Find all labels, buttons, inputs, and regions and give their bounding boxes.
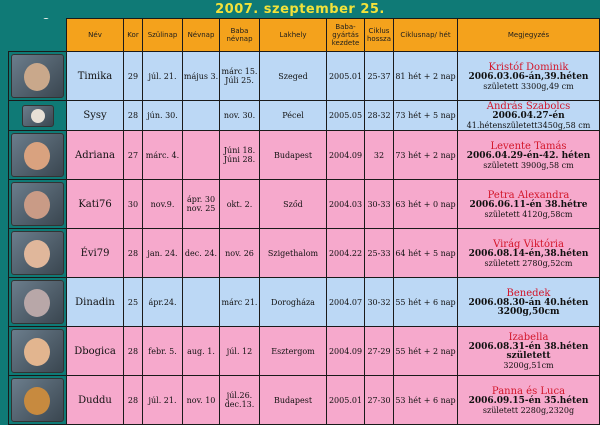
- start-cell: 2004.07: [327, 278, 365, 327]
- baby-photo: [11, 182, 64, 226]
- age-cell: 29: [124, 52, 143, 101]
- nameday-cell: május 3.: [183, 52, 220, 101]
- location-cell: Esztergom: [260, 327, 327, 376]
- start-cell: 2004.03: [327, 180, 365, 229]
- baby-name: Levente Tamás: [490, 140, 567, 152]
- baby-nameday-cell: okt. 2.: [220, 180, 260, 229]
- baby-photo: [11, 231, 64, 275]
- cycleday-cell: 73 hét + 2 nap: [394, 131, 458, 180]
- baby-birth-date: 2006.09.15-én 35.héten: [468, 395, 589, 406]
- name-cell: Timika: [67, 52, 124, 101]
- header-nev: Név: [67, 19, 124, 52]
- baby-birth-date: 2006.03.06-án,39.héten: [468, 71, 589, 82]
- header-ciklusnap: Ciklusnap/ hét: [394, 19, 458, 52]
- baby-birth-weight: 41.hétenszületett3450g,58 cm: [466, 121, 591, 130]
- start-cell: 2004.09: [327, 131, 365, 180]
- baby-birth-date: 2006.04.27-én: [492, 111, 565, 121]
- cycle-cell: 30-33: [365, 180, 394, 229]
- birthday-cell: ápr.24.: [143, 278, 183, 327]
- baby-nameday-cell: márc 21.: [220, 278, 260, 327]
- cycleday-cell: 55 hét + 2 nap: [394, 327, 458, 376]
- location-cell: Sződ: [260, 180, 327, 229]
- name-cell: Kati76: [67, 180, 124, 229]
- photo-cell: [9, 131, 67, 180]
- table-row: [9, 229, 600, 278]
- baby-birth-weight: született 2780g,52cm: [484, 258, 573, 268]
- name-cell: Adriana: [67, 131, 124, 180]
- baby-photo: [22, 105, 54, 127]
- location-cell: Szeged: [260, 52, 327, 101]
- baby-photo: [11, 378, 64, 422]
- note-cell: [458, 327, 600, 376]
- note-cell: [458, 101, 600, 131]
- table-row: [9, 376, 600, 425]
- baby-birth-weight: született 4120g,58cm: [484, 209, 573, 219]
- baby-birth-date: 2006.08.30-án 40.héten 3200g,50cm: [468, 297, 589, 317]
- cycle-cell: 25-33: [365, 229, 394, 278]
- photo-header: [9, 19, 67, 52]
- note-cell: [458, 376, 600, 425]
- baby-name: Petra Alexandra: [487, 189, 570, 201]
- cycleday-cell: 53 hét + 6 nap: [394, 376, 458, 425]
- baby-birth-date: 2006.08.14-én,38.héten: [468, 248, 589, 259]
- baby-birth-weight: született 3300g,49 cm: [483, 81, 574, 91]
- cycleday-cell: 55 hét + 6 nap: [394, 278, 458, 327]
- baby-birth-date: 2006.04.29-én-42. héten: [466, 150, 591, 161]
- name-cell: Évi79: [67, 229, 124, 278]
- header-babagyartas: Baba-gyártás kezdete: [327, 19, 365, 52]
- cycleday-cell: 73 hét + 5 nap: [394, 101, 458, 131]
- age-cell: 28: [124, 229, 143, 278]
- baby-birth-weight: született 2280g,2320g: [482, 405, 575, 415]
- note-cell: [458, 278, 600, 327]
- table-row: [9, 52, 600, 101]
- name-cell: Dinadin: [67, 278, 124, 327]
- cycleday-cell: 81 hét + 2 nap: [394, 52, 458, 101]
- cycle-cell: 27-30: [365, 376, 394, 425]
- nameday-cell: nov. 10: [183, 376, 220, 425]
- baby-birth-date: 2006.06.11-én 38.hétre: [469, 199, 588, 210]
- location-cell: Dorogháza: [260, 278, 327, 327]
- baby-nameday-cell: nov. 30.: [220, 101, 260, 131]
- birthday-cell: márc. 4.: [143, 131, 183, 180]
- name-cell: Sysy: [67, 101, 124, 131]
- table-row: [9, 278, 600, 327]
- start-cell: 2004.22: [327, 229, 365, 278]
- baby-nameday-cell: júl.26. dec.13.: [220, 376, 260, 425]
- cycle-cell: 25-37: [365, 52, 394, 101]
- start-cell: 2005.01: [327, 52, 365, 101]
- nameday-cell: dec. 24.: [183, 229, 220, 278]
- photo-cell: [9, 180, 67, 229]
- name-cell: Duddu: [67, 376, 124, 425]
- photo-cell: [9, 52, 67, 101]
- table-row: [9, 131, 600, 180]
- header-baba-nevnap: Baba névnap: [220, 19, 260, 52]
- baby-nameday-cell: Júni 18. Júni 28.: [220, 131, 260, 180]
- note-cell: [458, 229, 600, 278]
- table-row: [9, 327, 600, 376]
- birthday-cell: júl. 21.: [143, 376, 183, 425]
- photo-cell: [9, 327, 67, 376]
- baby-name: András Szabolcs: [486, 101, 571, 112]
- location-cell: Szigethalom: [260, 229, 327, 278]
- baby-birth-date: 2006.08.31-én 38.héten született: [468, 342, 589, 361]
- birthday-cell: jan. 24.: [143, 229, 183, 278]
- baby-photo: [11, 133, 64, 177]
- note-cell: [458, 131, 600, 180]
- pregnancy-table: [8, 18, 600, 425]
- baby-name: Panna és Luca: [491, 385, 566, 397]
- location-cell: Budapest: [260, 131, 327, 180]
- cycle-cell: 27-29: [365, 327, 394, 376]
- header-kor: Kor: [124, 19, 143, 52]
- start-cell: 2005.05: [327, 101, 365, 131]
- nameday-cell: [183, 131, 220, 180]
- baby-name: Izabella: [508, 332, 549, 343]
- cycleday-cell: 63 hét + 0 nap: [394, 180, 458, 229]
- header-ciklus-hossza: Ciklus hossza: [365, 19, 394, 52]
- header-megjegyzes: Megjegyzés: [458, 19, 600, 52]
- age-cell: 28: [124, 327, 143, 376]
- birthday-cell: júl. 21.: [143, 52, 183, 101]
- cycleday-cell: 64 hét + 5 nap: [394, 229, 458, 278]
- location-cell: Budapest: [260, 376, 327, 425]
- baby-photo: [11, 329, 64, 373]
- age-cell: 25: [124, 278, 143, 327]
- birthday-cell: jún. 30.: [143, 101, 183, 131]
- nameday-cell: [183, 101, 220, 131]
- header-lakhely: Lakhely: [260, 19, 327, 52]
- baby-birth-weight: született 3900g,58 cm: [483, 160, 574, 170]
- photo-cell: [9, 101, 67, 131]
- name-cell: Dbogica: [67, 327, 124, 376]
- table-row: [9, 101, 600, 131]
- start-cell: 2005.01: [327, 376, 365, 425]
- note-cell: [458, 52, 600, 101]
- birthday-cell: febr. 5.: [143, 327, 183, 376]
- header-nevnap: Névnap: [183, 19, 220, 52]
- cycle-cell: 30-32: [365, 278, 394, 327]
- cycle-cell: 32: [365, 131, 394, 180]
- nameday-cell: ápr. 30 nov. 25: [183, 180, 220, 229]
- start-cell: 2004.09: [327, 327, 365, 376]
- baby-nameday-cell: nov. 26: [220, 229, 260, 278]
- age-cell: 27: [124, 131, 143, 180]
- page-title: 2007. szeptember 25.: [215, 2, 385, 17]
- nameday-cell: [183, 278, 220, 327]
- header-szulinap: Szülinap: [143, 19, 183, 52]
- location-cell: Pécel: [260, 101, 327, 131]
- photo-cell: [9, 376, 67, 425]
- age-cell: 30: [124, 180, 143, 229]
- baby-photo: [11, 54, 64, 98]
- photo-cell: [9, 229, 67, 278]
- age-cell: 28: [124, 101, 143, 131]
- baby-nameday-cell: márc 15. Júli 25.: [220, 52, 260, 101]
- note-cell: [458, 180, 600, 229]
- photo-cell: [9, 278, 67, 327]
- birthday-cell: nov.9.: [143, 180, 183, 229]
- cycle-cell: 28-32: [365, 101, 394, 131]
- baby-birth-weight: 3200g,51cm: [503, 361, 554, 370]
- baby-nameday-cell: júl. 12: [220, 327, 260, 376]
- baby-photo: [11, 280, 64, 324]
- age-cell: 28: [124, 376, 143, 425]
- table-row: [9, 180, 600, 229]
- baby-name: Benedek: [506, 287, 551, 299]
- baby-name: Virág Viktória: [493, 238, 564, 250]
- nameday-cell: aug. 1.: [183, 327, 220, 376]
- baby-name: Kristóf Dominik: [488, 61, 569, 73]
